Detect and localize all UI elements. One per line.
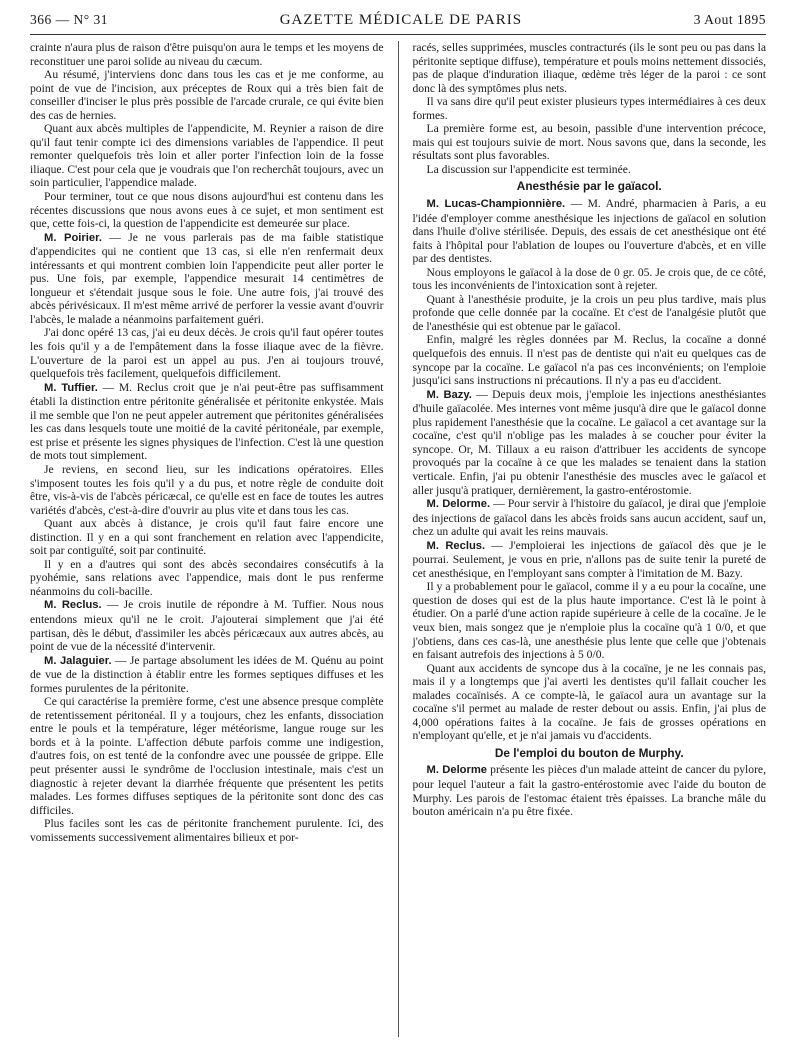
paragraph [413, 580, 767, 661]
paragraph-text: Il va sans dire qu'il peut exister plusieurs types intermédiaires à ces deux formes. [412, 95, 766, 122]
speaker-name: M. Bazy. [426, 388, 472, 401]
paragraph [413, 497, 767, 539]
paragraph [413, 763, 767, 818]
paragraph-text: Je reviens, en second lieu, sur les indications opératoires. Elles s'imposent toutes les fois qu'il y a du pus, et notre règle de conduite doit être, vis-à-vis de l'abcès péricæcal, ce qu'elle est en face de toutes les autres variétés d'abcès, c'est-à-dire d'ouvrir au plus vite et dans tous les cas. [30, 462, 384, 517]
speaker-name: M. Jalaguier. [44, 654, 112, 667]
paragraph-text: Il y a probablement pour le gaïacol, comme il y a eu pour la cocaïne, une question de doses qui est de la plus haute importance. C'est là le point à étudier. On a parlé d'une action rapide supérieure à celle de la cocaïne. Je le veux bien, mais songez que je n'emploie plus la cocaïne qu'à 1 0/0, et que j'obtiens, dans ces cas-là, une anesthésie plus lente que celle que j'obtenais en faisant autrefois des injections à 5 0/0. [412, 580, 766, 662]
paragraph [413, 388, 767, 497]
issue-date: 3 Aout 1895 [693, 12, 766, 27]
paragraph-text: — Je crois inutile de répondre à M. Tuffier. Nous nous entendons mieux qu'il ne le croit. J'ajouterai simplement que j'ai été partisan, dès le début, d'assimiler les abcès péricæcaux aux autres abcès, au point de vue de la nécessité d'intervenir. [30, 598, 384, 654]
paragraph [413, 197, 767, 266]
paragraph-text: — Je partage absolument les idées de M. Quénu au point de vue de la distinction à établir entre les formes septiques diffuses et les formes purulentes de la péritonite. [30, 653, 384, 695]
speaker-name: M. Tuffier. [44, 381, 98, 394]
paragraph-text: La première forme est, au besoin, passible d'une intervention précoce, mais qui est toujours suivie de mort. Nous savons que, dans la seconde, les résultats sont plus favorables. [412, 122, 766, 163]
paragraph [30, 654, 384, 696]
paragraph [30, 695, 384, 817]
paragraph [30, 190, 384, 231]
paragraph-text: Au résumé, j'interviens donc dans tous les cas et je me conforme, au point de vue de l'incision, aux préceptes de Roux qui a très bien fait de conseiller d'inciser le plus près possible de l'arcade crurale, ce qui évite bien des cas de hernies. [30, 68, 384, 122]
paragraph [30, 381, 384, 463]
section-heading: De l'emploi du bouton de Murphy. [494, 745, 684, 760]
paragraph-text: Enfin, malgré les règles données par M. Reclus, la cocaïne a donné quelquefois des ennuis. Il n'est pas de dentiste qui n'ait eu quelques cas de syncope par la cocaïne. Le gaïacol n'a pas ces inconvénients; on l'emploie jusqu'ici sans instructions ni précautions. Il n'y a pas eu d'accident. [412, 333, 766, 388]
paragraph-text: — M. Reclus croit que je n'ai peut-être pas suffisamment établi la distinction entre péritonite généralisée et péritonite enkystée. Mais il me semble que l'on ne peut appeler autrement que péritonites généralisées les cas dans lesquels toute une moitié de la cavité péritonéale, par exemple, est prise et présente les signes physiques de l'infection. C'est là une question de mots tout simplement. [30, 380, 384, 463]
paragraph [30, 68, 384, 122]
paragraph-text: — Je ne vous parlerais pas de ma faible statistique d'appendicites qui ne contient que 13 cas, si elle n'en renfermait deux intéressants et qui montrent combien loin l'appendicite peut aller porter le pus. Une fois, par exemple, l'appendice mesurait 14 centimètres de longueur et s'étendait jusque sous le foie. Une autre fois, j'ai trouvé des abcès périvésicaux. Il m'est même arrivé de perforer la vessie avant d'ouvrir l'abcès, le malade a néanmoins parfaitement guéri. [30, 230, 384, 326]
paragraph-text: Quant à l'anesthésie produite, je la crois un peu plus tardive, mais plus profonde que celle donnée par la cocaïne. Et c'est de l'analgésie plutôt que de l'anesthésie qui est obtenue par le gaïacol. [412, 292, 766, 333]
paragraph-text: — J'emploierai les injections de gaïacol dès que je le pourrai. Seulement, je vous en prie, n'allons pas de suite tenir la pureté de cet anesthésique, en l'employant sans compter à l'imitation de M. Bazy. [412, 538, 766, 580]
paragraph-text: — Pour servir à l'histoire du gaïacol, je dirai que j'emploie des injections de gaïacol dans les abcès froids sans aucun accident, sauf un, chez un adulte qui avait les reins mauvais. [412, 497, 766, 539]
paragraph [413, 266, 767, 293]
paragraph-text: — M. André, pharmacien à Paris, a eu l'idée d'employer comme anesthésique les injections de gaïacol en solution dans l'huile d'olive stérilisée. Depuis, des essais de cet anesthésique ont été faits à l'hôpital pour l'ablation de loupes ou l'ouverture d'abcès, et en ville par des dentistes. [412, 197, 766, 266]
paragraph-text: Nous employons le gaïacol à la dose de 0 gr. 05. Je crois que, de ce côté, tous les inconvénients de l'intoxication sont à rejeter. [412, 265, 766, 293]
speaker-name: M. Reclus. [44, 599, 102, 612]
paragraph-text: racés, selles supprimées, muscles contracturés (ils le sont peu ou pas dans la péritonite septique diffuse), température et pouls moins nettement dissociés, pas de plaque d'induration iliaque, œdème très léger de la paroi : ce sont donc là des symptômes plus nets. [412, 41, 766, 95]
running-header [30, 12, 766, 35]
text-columns [30, 41, 766, 1037]
paragraph-text: Quant aux abcès multiples de l'appendicite, M. Reynier a raison de dire qu'il faut tenir compte ici des dimensions variables de l'appendice. Il peut remonter quelquefois très loin et aller porter l'infection loin de la fosse iliaque. C'est pour cela que je voudrais que l'on recherchât toujours, avec un soin particulier, l'appendice malade. [30, 122, 384, 190]
paragraph [30, 517, 384, 558]
paragraph-text: Quant aux accidents de syncope dus à la cocaïne, je ne les connais pas, mais il y a longtemps que j'ai averti les dentistes qu'il fallait coucher les malades cocaïnisés. A ce compte-là, le gaïacol aura un avantage sur la cocaïne s'il permet au malade de rester debout ou assis. Enfin, j'ai plus de 4,000 opérations faites à la cocaïne. Je fais de grosses opérations en n'employant qu'elle, et je n'ai jamais vu d'accidents. [412, 661, 766, 743]
speaker-name: M. Poirier. [44, 231, 102, 244]
paragraph [30, 817, 384, 844]
paragraph [413, 163, 767, 177]
paragraph-text: Quant aux abcès à distance, je crois qu'il faut faire encore une distinction. Il y en a qui sont franchement en relation avec l'appendicite, soit par contiguïté, soit par continuité. [30, 517, 384, 558]
right-column [413, 41, 767, 1037]
paragraph [30, 326, 384, 380]
paragraph-text: Pour terminer, tout ce que nous disons aujourd'hui est contenu dans les récentes discussions que nous avons eues à ce sujet, et mon sentiment est que, cette fois-ci, la question de l'appendicite est demeurée sur place. [30, 190, 384, 231]
paragraph [30, 231, 384, 327]
paragraph-text: J'ai donc opéré 13 cas, j'ai eu deux décès. Je crois qu'il faut opérer toutes les fois qu'il y a de l'empâtement dans la fosse iliaque avec de la fièvre. L'ouverture de la paroi est un appel au pus. J'en ai toujours trouvé, quelquefois très facilement, quelquefois difficilement. [30, 326, 384, 381]
paragraph [30, 41, 384, 68]
paragraph [30, 598, 384, 653]
paragraph-text: présente les pièces d'un malade atteint de cancer du pylore, pour lequel l'auteur a fait la gastro-entérostomie avec l'aide du bouton de Murphy. Les parois de l'estomac étaient très épaisses. La branche mâle du bouton américain n'a pu être fixée. [412, 763, 766, 819]
section-heading: Anesthésie par le gaïacol. [516, 179, 662, 194]
paragraph [30, 463, 384, 517]
speaker-name: M. Lucas-Championnière. [426, 198, 566, 211]
paragraph-text: Plus faciles sont les cas de péritonite franchement purulente. Ici, des vomissements successivement alimentaires bilieux et por- [30, 817, 384, 844]
speaker-name: M. Reclus. [426, 539, 486, 552]
paragraph [413, 41, 767, 95]
paragraph [413, 539, 767, 581]
speaker-name: M. Delorme [426, 764, 488, 777]
paragraph-text: La discussion sur l'appendicite est terminée. [426, 162, 631, 176]
paragraph-text: crainte n'aura plus de raison d'être puisqu'on aura le temps et les moyens de reconstituer une paroi solide au niveau du cæcum. [30, 41, 384, 68]
column-divider [398, 41, 399, 1037]
paragraph [413, 333, 767, 387]
left-column [30, 41, 384, 1037]
paragraph [30, 558, 384, 599]
paragraph [413, 122, 767, 163]
paragraph [413, 95, 767, 122]
speaker-name: M. Delorme. [426, 498, 491, 511]
paragraph [413, 293, 767, 334]
paragraph [413, 662, 767, 743]
page-number: 366 — N° 31 [30, 12, 109, 27]
paragraph [30, 122, 384, 190]
paragraph-text: Il y en a d'autres qui sont des abcès secondaires consécutifs à la pyohémie, sans relations avec l'appendice, mais dont le pus renferme néanmoins du coli-bacille. [30, 557, 384, 598]
paragraph-text: — Depuis deux mois, j'emploie les injections anesthésiantes d'huile gaïacolée. Mes internes vont même jusqu'à dire que le gaïacol donne plus rapidement l'anesthésie que la cocaïne. Le gaïacol a cet avantage sur la cocaïne, c'est qu'il n'oblige pas les malades à se coucher pour éviter la syncope. Or, M. Tillaux a eu raison d'attribuer les accidents de syncope provoqués par la cocaïne à ce que les malades se tenaient dans la station verticale. Enfin, j'ai pu obtenir l'anesthésie des muscles avec le gaïacol et aller jusqu'à pratiquer, dernièrement, la gastro-entérostomie. [412, 387, 767, 497]
paragraph-text: Ce qui caractérise la première forme, c'est une absence presque complète de retentissement péritonéal. Il y a toujours, chez les enfants, dissociation entre le pouls et la température, léger météorisme, langue rouge sur les bords et à la pointe. L'affection débute parfois comme une indigestion, d'autres fois, on est tenté de la confondre avec une poussée de grippe. Elle peut présenter aussi le syndrôme de l'occlusion intestinale, mais c'est un diagnostic à rejeter devant la diarrhée fréquente que présentent les petits malades. Les formes diffuses septiques de la péritonite sont donc des cas difficiles. [30, 695, 384, 817]
journal-title: GAZETTE MÉDICALE DE PARIS [279, 12, 523, 28]
